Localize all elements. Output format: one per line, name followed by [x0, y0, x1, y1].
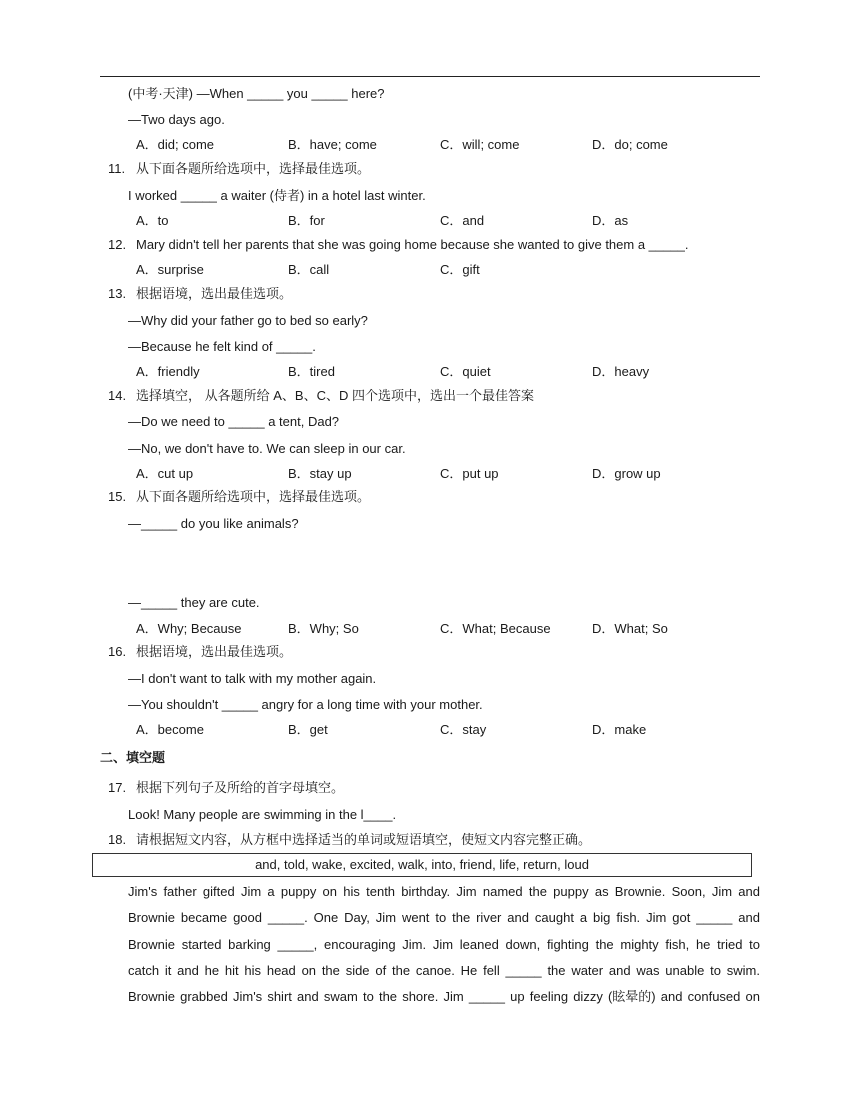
word-bank-box [92, 853, 752, 877]
question-17-stem: Look! Many people are swimming in the l____. [128, 807, 397, 822]
option-c[interactable]: C．What; Because [440, 621, 551, 636]
question-15-line-1: —_____ do you like animals? [128, 516, 299, 531]
option-a[interactable]: A．friendly [136, 364, 200, 379]
option-a[interactable]: A．surprise [136, 262, 204, 277]
question-14-number: 14. [108, 388, 127, 403]
option-b[interactable]: B．call [288, 262, 330, 277]
question-11-prompt: 从下面各题所给选项中，选择最佳选项。 [136, 161, 371, 176]
question-12-number: 12. [108, 237, 127, 252]
word-bank-text: and, told, wake, excited, walk, into, friend, life, return, loud [255, 857, 589, 872]
option-b[interactable]: B．stay up [288, 466, 352, 481]
question-16-prompt: 根据语境，选出最佳选项。 [136, 644, 293, 659]
question-15-prompt: 从下面各题所给选项中，选择最佳选项。 [136, 489, 371, 504]
header-rule [100, 76, 760, 77]
question-13-line-1: —Why did your father go to bed so early? [128, 313, 368, 328]
option-a[interactable]: A．become [136, 722, 204, 737]
passage-line: Brownie grabbed Jim's shirt and swam to the shore. Jim _____ up feeling dizzy (眩晕的) and confused on [128, 989, 760, 1004]
option-c[interactable]: C．stay [440, 722, 487, 737]
option-d[interactable]: D．as [592, 213, 629, 228]
option-a[interactable]: A．did; come [136, 137, 215, 152]
option-c[interactable]: C．and [440, 213, 485, 228]
question-13-line-2: —Because he felt kind of _____. [128, 339, 316, 354]
question-10-stem: (中考·天津) —When _____ you _____ here? [128, 86, 385, 101]
option-b[interactable]: B．get [288, 722, 328, 737]
option-d[interactable]: D．What; So [592, 621, 668, 636]
passage-line: Brownie started barking _____, encouraging Jim. Jim leaned down, fighting the mighty fish, he tried to [128, 937, 760, 952]
question-14-prompt: 选择填空， 从各题所给 A、B、C、D 四个选项中，选出一个最佳答案 [136, 388, 534, 403]
option-a[interactable]: A．Why; Because [136, 621, 242, 636]
question-16-line-1: —I don't want to talk with my mother again. [128, 671, 377, 686]
question-16-line-2: —You shouldn't _____ angry for a long time with your mother. [128, 697, 483, 712]
passage-line: Jim's father gifted Jim a puppy on his tenth birthday. Jim named the puppy as Brownie. Soon, Jim and [128, 884, 760, 899]
option-d[interactable]: D．do; come [592, 137, 668, 152]
question-13-number: 13. [108, 286, 127, 301]
option-c[interactable]: C．put up [440, 466, 499, 481]
option-d[interactable]: D．grow up [592, 466, 661, 481]
section-title-fill-in: 二、填空题 [100, 750, 166, 765]
option-b[interactable]: B．for [288, 213, 325, 228]
question-18-prompt: 请根据短文内容，从方框中选择适当的单词或短语填空，使短文内容完整正确。 [136, 832, 592, 847]
question-11-stem: I worked _____ a waiter (侍者) in a hotel last winter. [128, 188, 426, 203]
option-b[interactable]: B．tired [288, 364, 335, 379]
question-10-answer-line: —Two days ago. [128, 112, 225, 127]
question-18-number: 18. [108, 832, 127, 847]
question-17-number: 17. [108, 780, 127, 795]
question-14-line-1: —Do we need to _____ a tent, Dad? [128, 414, 340, 429]
option-b[interactable]: B．have; come [288, 137, 377, 152]
passage-line: catch it and he hit his head on the side of the canoe. He fell _____ the water and was unable to swim. [128, 963, 760, 978]
option-b[interactable]: B．Why; So [288, 621, 359, 636]
option-c[interactable]: C．will; come [440, 137, 520, 152]
option-a[interactable]: A．to [136, 213, 169, 228]
question-16-number: 16. [108, 644, 127, 659]
option-d[interactable]: D．heavy [592, 364, 650, 379]
question-15-line-2: —_____ they are cute. [128, 595, 260, 610]
question-17-prompt: 根据下列句子及所给的首字母填空。 [136, 780, 345, 795]
option-c[interactable]: C．quiet [440, 364, 491, 379]
option-a[interactable]: A．cut up [136, 466, 194, 481]
question-11-number: 11. [108, 161, 126, 176]
passage-line: Brownie became good _____. One Day, Jim went to the river and caught a big fish. Jim got _____ and [128, 910, 760, 925]
question-12-prompt: Mary didn't tell her parents that she was going home because she wanted to give them a _____. [136, 237, 689, 252]
option-d[interactable]: D．make [592, 722, 647, 737]
question-15-number: 15. [108, 489, 127, 504]
question-13-prompt: 根据语境，选出最佳选项。 [136, 286, 293, 301]
option-c[interactable]: C．gift [440, 262, 480, 277]
question-14-line-2: —No, we don't have to. We can sleep in our car. [128, 441, 406, 456]
